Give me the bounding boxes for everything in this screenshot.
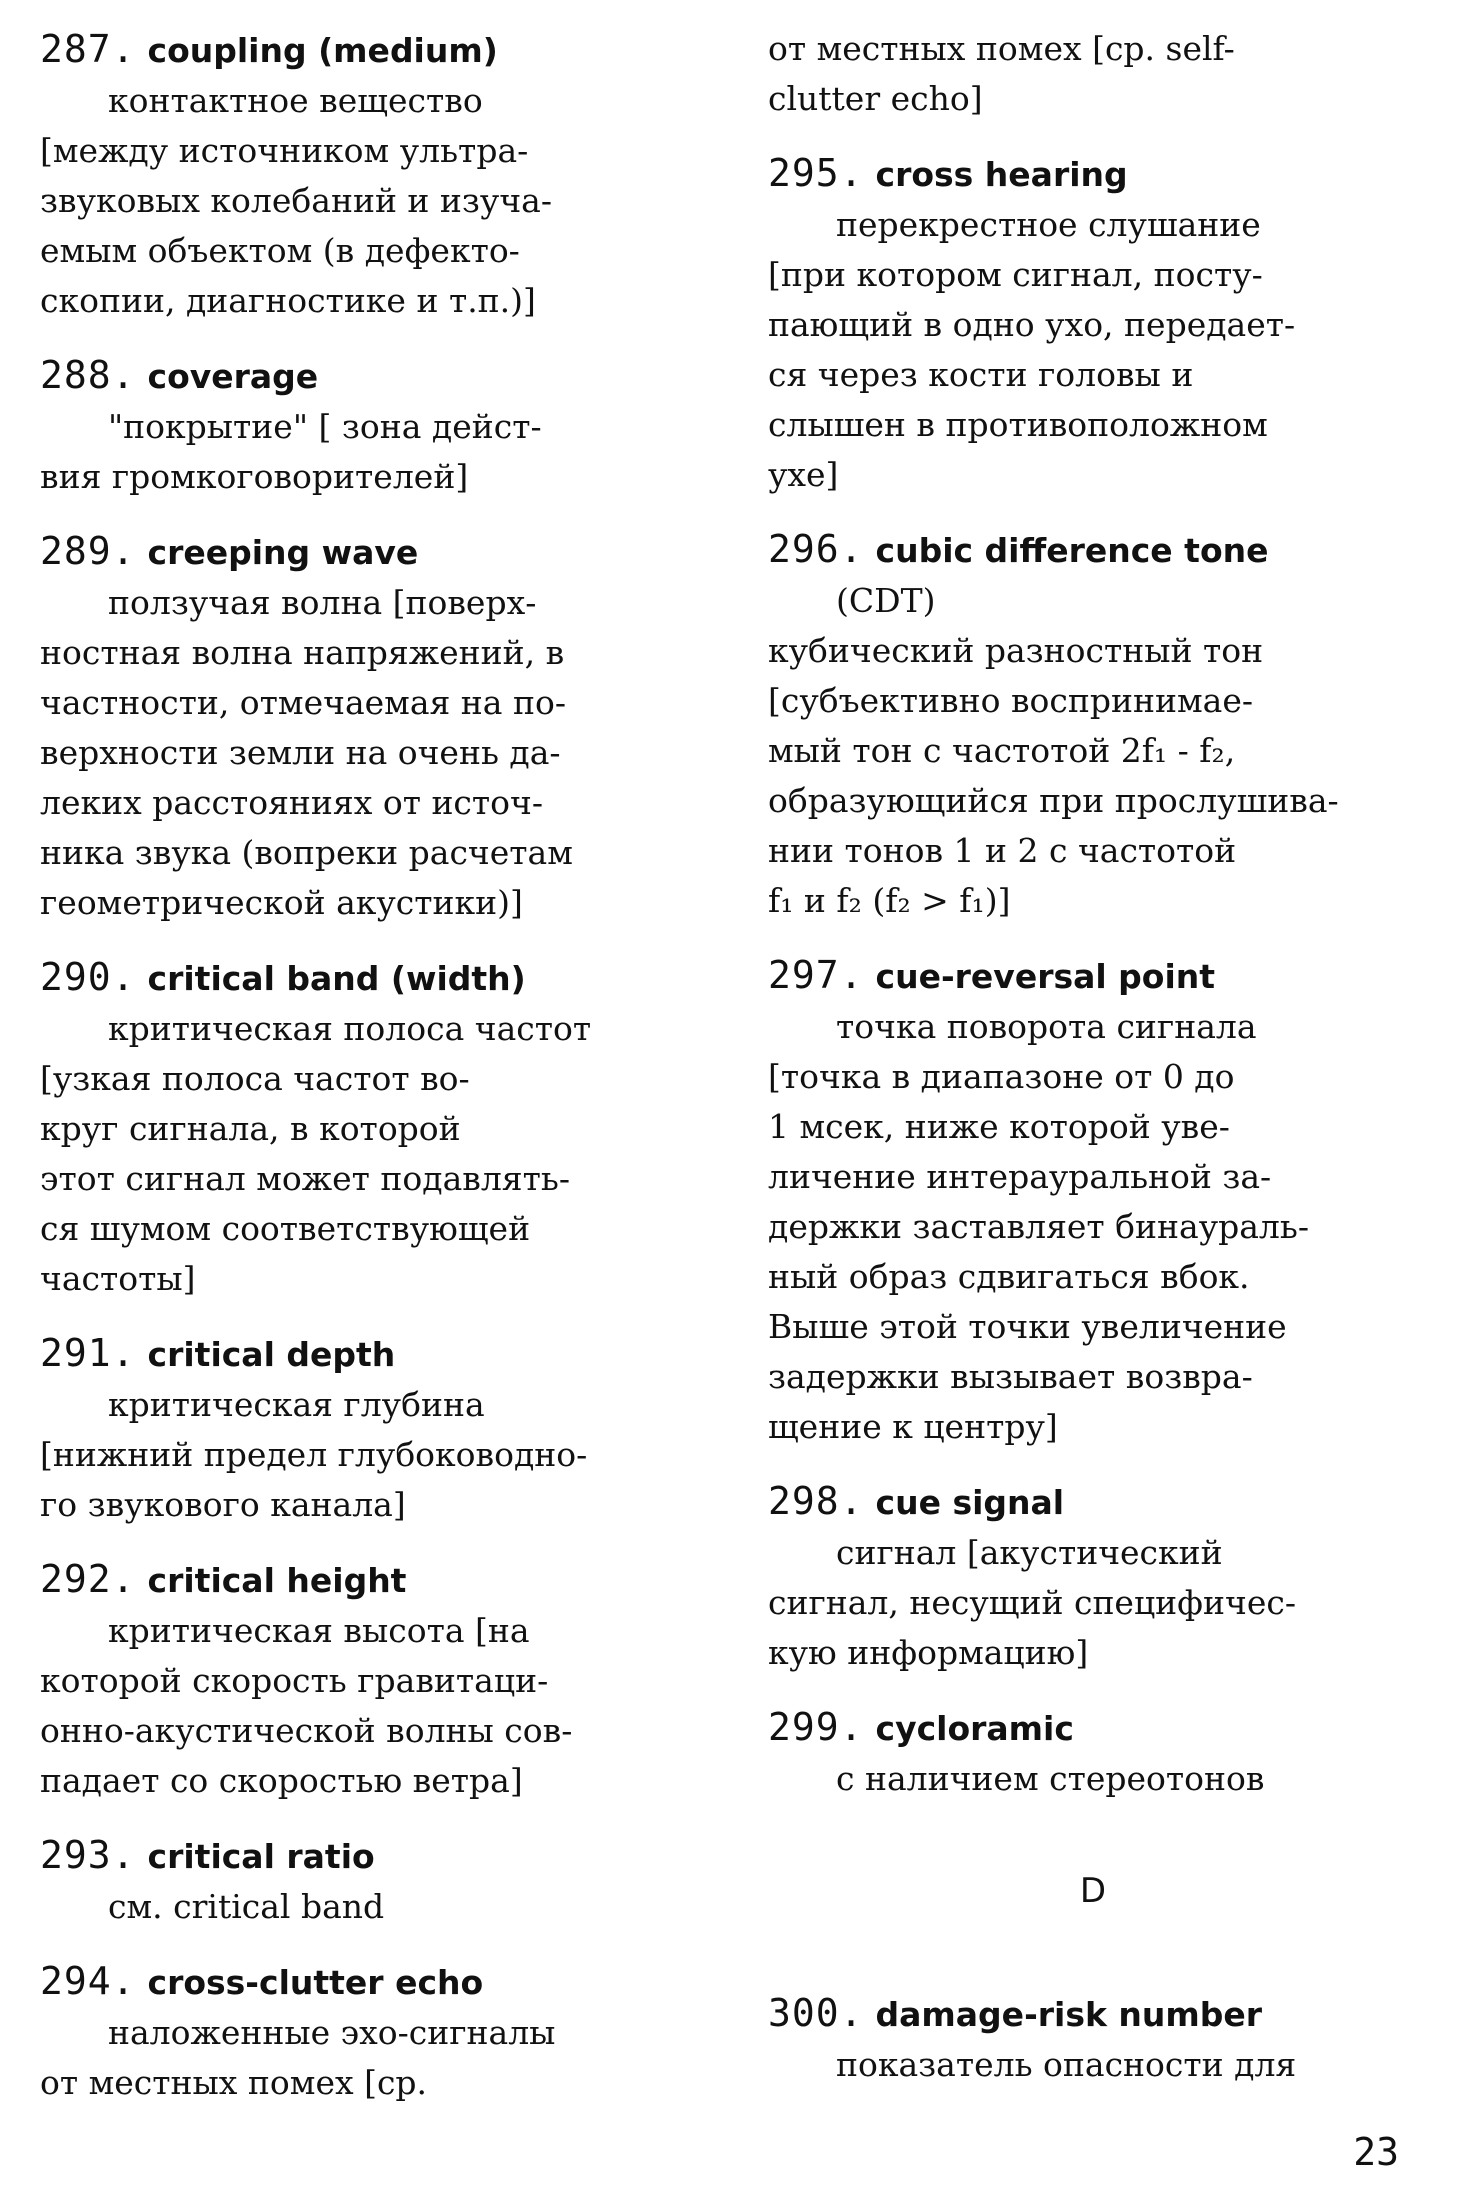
entry-text-line: этот сигнал может подавлять- — [40, 1159, 570, 1198]
entry-text-line: круг сигнала, в которой — [40, 1109, 461, 1148]
entry-number: 299. — [768, 1705, 864, 1749]
dictionary-entry — [768, 1988, 1418, 2090]
entry-number: 296. — [768, 527, 864, 571]
entry-text-line: Выше этой точки увеличение — [768, 1307, 1287, 1346]
dictionary-entry — [768, 148, 1418, 500]
entry-number: 295. — [768, 151, 864, 195]
dictionary-entry — [40, 1554, 700, 1806]
entry-text-line: показатель опасности для — [836, 2045, 1297, 2084]
entry-term: coupling (medium) — [147, 31, 498, 70]
entry-term: cue-reversal point — [875, 957, 1216, 996]
entry-text-line: скопии, диагностике и т.п.)] — [40, 281, 536, 320]
entry-text-line: ный образ сдвигаться вбок. — [768, 1257, 1250, 1296]
entry-text-line: от местных помех [ср. — [40, 2063, 428, 2102]
entry-text-line: держки заставляет бинаураль- — [768, 1207, 1309, 1246]
entry-text-line: задержки вызывает возвра- — [768, 1357, 1253, 1396]
dictionary-entry — [768, 1702, 1418, 1804]
dictionary-entry — [40, 1328, 700, 1530]
entry-text-line: ползучая волна [поверх- — [108, 583, 537, 622]
dictionary-entry — [768, 1476, 1418, 1678]
entry-text-line: пающий в одно ухо, передает- — [768, 305, 1296, 344]
entry-text-line: онно-акустической волны сов- — [40, 1711, 573, 1750]
entry-text-line: перекрестное слушание — [836, 205, 1261, 244]
entry-heading — [768, 950, 1418, 1002]
entry-text-line: вия громкоговорителей] — [40, 457, 469, 496]
entry-text-line: [между источником ультра- — [40, 131, 529, 170]
entry-number: 300. — [768, 1991, 864, 2035]
entry-text-line: звуковых колебаний и изуча- — [40, 181, 552, 220]
entry-text-line: ника звука (вопреки расчетам — [40, 833, 573, 872]
entry-text-line: ухе] — [768, 455, 839, 494]
right-entries-top — [768, 24, 1418, 1804]
entry-heading — [40, 1554, 700, 1606]
dictionary-entry — [768, 524, 1418, 926]
entry-text-line: падает со скоростью ветра] — [40, 1761, 523, 1800]
dictionary-entry — [40, 1830, 700, 1932]
entry-text-line: (CDT) — [836, 581, 936, 620]
left-column — [40, 24, 700, 2132]
entry-term: critical height — [147, 1561, 407, 1600]
entry-heading — [768, 1702, 1418, 1754]
entry-text-line: точка поворота сигнала — [836, 1007, 1257, 1046]
entry-text-line: критическая высота [на — [108, 1611, 530, 1650]
entry-term: creeping wave — [147, 533, 419, 572]
entry-heading — [40, 952, 700, 1004]
entry-heading — [40, 350, 700, 402]
entry-heading — [768, 524, 1418, 576]
entry-number: 298. — [768, 1479, 864, 1523]
entry-text-line: верхности земли на очень да- — [40, 733, 561, 772]
entry-text-line: [точка в диапазоне от 0 до — [768, 1057, 1235, 1096]
entry-number: 294. — [40, 1959, 136, 2003]
entry-term: cycloramic — [875, 1709, 1074, 1748]
dictionary-entry — [768, 24, 1418, 124]
entry-text-line: f₁ и f₂ (f₂ > f₁)] — [768, 881, 1011, 920]
entry-text-line: сигнал [акустический — [836, 1533, 1223, 1572]
right-column — [768, 24, 1418, 2114]
entry-term: cross-clutter echo — [147, 1963, 484, 2002]
dictionary-entry — [40, 1956, 700, 2108]
entry-term: coverage — [147, 357, 319, 396]
entry-number: 289. — [40, 529, 136, 573]
entry-term: critical depth — [147, 1335, 396, 1374]
entry-text-line: емым объектом (в дефекто- — [40, 231, 520, 270]
entry-term: critical ratio — [147, 1837, 375, 1876]
entry-text-line: щение к центру] — [768, 1407, 1058, 1446]
entry-text-line: см. critical band — [108, 1887, 385, 1926]
entry-number: 292. — [40, 1557, 136, 1601]
entry-text-line: нии тонов 1 и 2 с частотой — [768, 831, 1237, 870]
entry-text-line: образующийся при прослушива- — [768, 781, 1339, 820]
entry-text-line: мый тон с частотой 2f₁ - f₂, — [768, 731, 1236, 770]
entry-term: critical band (width) — [147, 959, 526, 998]
entry-number: 288. — [40, 353, 136, 397]
entry-text-line: [субъективно воспринимае- — [768, 681, 1254, 720]
entry-text-line: 1 мсек, ниже которой уве- — [768, 1107, 1230, 1146]
entry-text-line: наложенные эхо-сигналы — [108, 2013, 556, 2052]
entry-heading — [768, 148, 1418, 200]
entry-text-line: частности, отмечаемая на по- — [40, 683, 566, 722]
entry-text-line: слышен в противоположном — [768, 405, 1268, 444]
entry-number: 297. — [768, 953, 864, 997]
entry-text-line: критическая глубина — [108, 1385, 485, 1424]
entry-term: cubic difference tone — [875, 531, 1269, 570]
entry-heading — [768, 1476, 1418, 1528]
entry-text-line: личение интерауральной за- — [768, 1157, 1272, 1196]
entry-text-line: леких расстояниях от источ- — [40, 783, 544, 822]
dictionary-entry — [40, 952, 700, 1304]
dictionary-entry — [40, 526, 700, 928]
entry-heading — [40, 24, 700, 76]
dictionary-entry — [40, 24, 700, 326]
entry-text-line: ся через кости головы и — [768, 355, 1194, 394]
entry-text-line: контактное вещество — [108, 81, 483, 120]
entry-text-line: от местных помех [ср. self- — [768, 29, 1235, 68]
section-letter: D — [1079, 1871, 1107, 1911]
entry-text-line: геометрической акустики)] — [40, 883, 523, 922]
entry-text-line: критическая полоса частот — [108, 1009, 592, 1048]
entry-text-line: го звукового канала] — [40, 1485, 406, 1524]
entry-text-line: кубический разностный тон — [768, 631, 1264, 670]
entry-term: cue signal — [875, 1483, 1065, 1522]
entry-number: 287. — [40, 27, 136, 71]
dictionary-entry — [768, 950, 1418, 1452]
entry-text-line: [узкая полоса частот во- — [40, 1059, 470, 1098]
entry-text-line: [при котором сигнал, посту- — [768, 255, 1263, 294]
entry-text-line: которой скорость гравитаци- — [40, 1661, 549, 1700]
dictionary-entry — [40, 350, 700, 502]
entry-text-line: "покрытие" [ зона дейст- — [108, 407, 542, 446]
entry-term: damage-risk number — [875, 1995, 1263, 2034]
entry-term: cross hearing — [875, 155, 1128, 194]
entry-heading — [40, 1956, 700, 2008]
entry-heading — [40, 1830, 700, 1882]
page-number: 23 — [1353, 2130, 1399, 2174]
entry-heading — [40, 1328, 700, 1380]
entry-heading — [768, 1988, 1418, 2040]
entry-heading — [40, 526, 700, 578]
entry-number: 291. — [40, 1331, 136, 1375]
entry-text-line: с наличием стереотонов — [836, 1759, 1265, 1798]
entry-text-line: clutter echo] — [768, 79, 983, 118]
entry-text-line: ся шумом соответствующей — [40, 1209, 531, 1248]
entry-number: 290. — [40, 955, 136, 999]
entry-text-line: ностная волна напряжений, в — [40, 633, 565, 672]
right-entries-bottom — [768, 1988, 1418, 2090]
entry-text-line: частоты] — [40, 1259, 196, 1298]
entry-number: 293. — [40, 1833, 136, 1877]
entry-text-line: сигнал, несущий специфичес- — [768, 1583, 1296, 1622]
entry-text-line: кую информацию] — [768, 1633, 1089, 1672]
entry-text-line: [нижний предел глубоководно- — [40, 1435, 588, 1474]
